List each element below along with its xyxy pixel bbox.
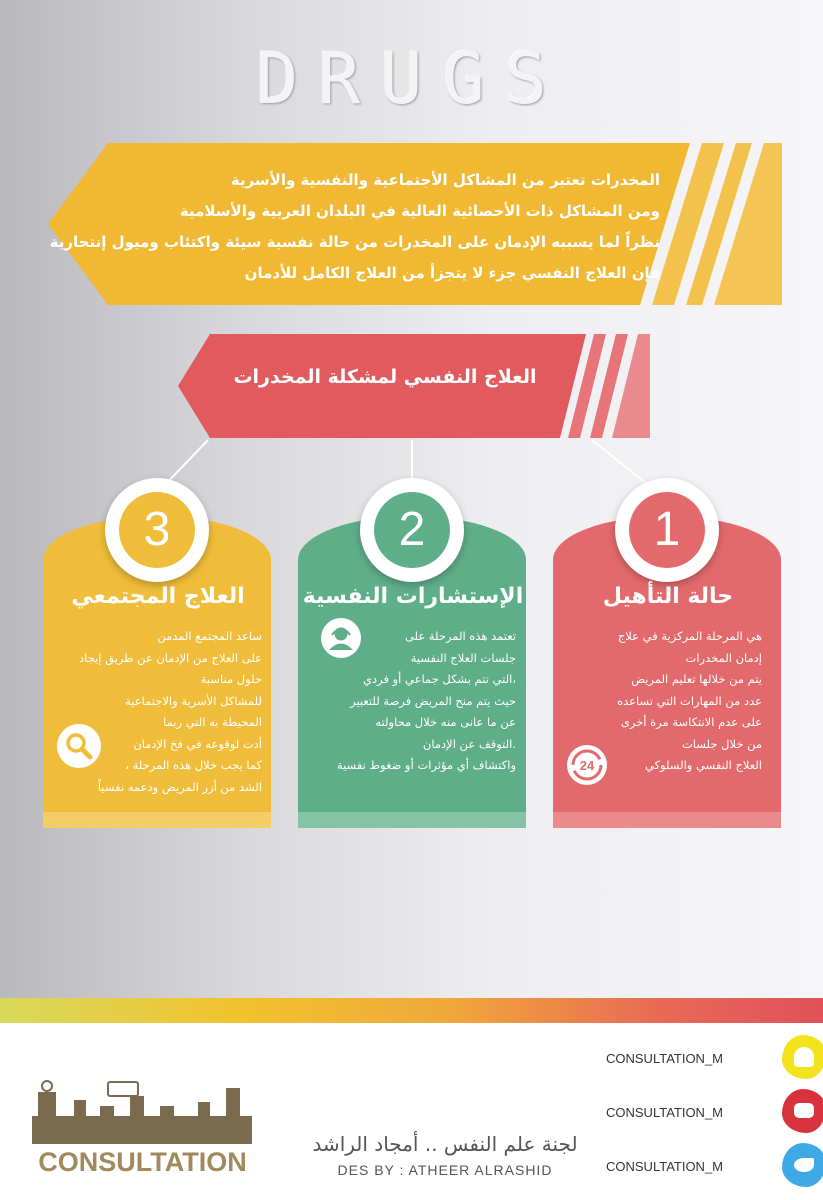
intro-text bbox=[49, 165, 660, 289]
snapchat-handle: CONSULTATION_M bbox=[606, 1051, 724, 1066]
step-3-number: 3 bbox=[119, 492, 195, 568]
card-2-line: تعتمد هذه المرحلة على bbox=[404, 629, 516, 643]
card-1-footer bbox=[553, 812, 781, 828]
card-3-footer bbox=[43, 812, 271, 828]
card-1-line: إدمان المخدرات bbox=[685, 650, 762, 665]
card-3-line: الشد من أزر المريض ودعمه نفسياً bbox=[97, 779, 262, 794]
card-1-line: على عدم الانتكاسة مرة أخرى bbox=[620, 715, 762, 729]
intro-line: المخدرات تعتبر من المشاكل الأجتماعية والنفسية والأسرية bbox=[230, 171, 660, 189]
card-3-line: على العلاج من الإدمان عن طريق إيجاد bbox=[79, 650, 262, 665]
card-1-title: حالة التأهيل bbox=[602, 584, 734, 609]
connector-line bbox=[592, 440, 652, 488]
card-3-line: ساعد المجتمع المدمن bbox=[157, 629, 262, 643]
card-2-line: ،التي تتم بشكل جماعي أو فردي bbox=[362, 672, 516, 686]
card-1-line: العلاج النفسي والسلوكي bbox=[645, 758, 762, 772]
step-2-number: 2 bbox=[374, 492, 450, 568]
24-hours-label: 24 bbox=[579, 758, 595, 773]
card-1-line: من خلال جلسات bbox=[681, 736, 762, 751]
card-2-line: .التوقف عن الإدمان bbox=[422, 736, 516, 751]
card-2-line: حيث يتم منح المريض فرصة للتعبير bbox=[350, 693, 516, 708]
step-1-number: 1 bbox=[629, 492, 705, 568]
card-1-line: هي المرحلة المركزية في علاج bbox=[617, 629, 762, 643]
intro-line: فإن العلاج النفسي جزء لا يتجزأ من العلاج الكامل للأدمان bbox=[244, 264, 660, 282]
step-2-circle bbox=[360, 478, 464, 582]
step-1-circle bbox=[615, 478, 719, 582]
card-2-line: جلسات العلاج النفسية bbox=[410, 650, 516, 665]
card-2-line: واكتشاف أي مؤثرات أو ضغوط نفسية bbox=[336, 758, 516, 772]
card-3-line: المحيطة به التي ربما bbox=[163, 715, 262, 729]
card-1-line: يتم من خلالها تعليم المريض bbox=[631, 672, 762, 686]
card-3-title: العلاج المجتمعي bbox=[71, 584, 245, 609]
twitter-icon bbox=[782, 1143, 823, 1187]
logo-text: CONSULTATION bbox=[38, 1147, 247, 1177]
card-3-line: للمشاكل الأسرية والاجتماعية bbox=[125, 693, 262, 708]
snapchat-icon bbox=[782, 1035, 823, 1079]
card-2-title: الإستشارات النفسية bbox=[302, 584, 524, 609]
page-title: DRUGS bbox=[256, 38, 567, 120]
card-3-line: حلول مناسبة bbox=[200, 672, 262, 686]
search-icon bbox=[56, 723, 102, 773]
youtube-icon bbox=[782, 1089, 823, 1133]
intro-line: ومن المشاكل ذات الأحصائية العالية في البلدان العربية والأسلامية bbox=[179, 202, 660, 220]
card-1-line: عدد من المهارات التي تساعده bbox=[617, 693, 762, 708]
consultant-headset-icon bbox=[320, 617, 362, 663]
gradient-strip bbox=[0, 998, 823, 1023]
card-2-footer bbox=[298, 812, 526, 828]
credit-arabic: لجنة علم النفس .. أمجاد الراشد bbox=[312, 1132, 578, 1156]
consultation-logo bbox=[30, 1080, 255, 1146]
card-3-line: كما يجب خلال هذه المرحلة ، bbox=[125, 758, 262, 772]
twitter-handle: CONSULTATION_M bbox=[606, 1159, 724, 1174]
youtube-handle: CONSULTATION_M bbox=[606, 1105, 724, 1120]
credit-english: DES BY : ATHEER ALRASHID bbox=[337, 1162, 553, 1178]
card-2-line: عن ما عانى منه خلال محاولته bbox=[375, 715, 516, 729]
treatment-title: العلاج النفسي لمشكلة المخدرات bbox=[233, 366, 537, 388]
24-hours-icon bbox=[566, 744, 608, 790]
card-3-line: أدت لوقوعه في فخ الإدمان bbox=[133, 736, 262, 751]
step-3-circle bbox=[105, 478, 209, 582]
intro-line: نظراً لما يسببه الإدمان على المخدرات من حالة نفسية سيئة واكتئاب وميول إنتحارية bbox=[49, 233, 660, 251]
